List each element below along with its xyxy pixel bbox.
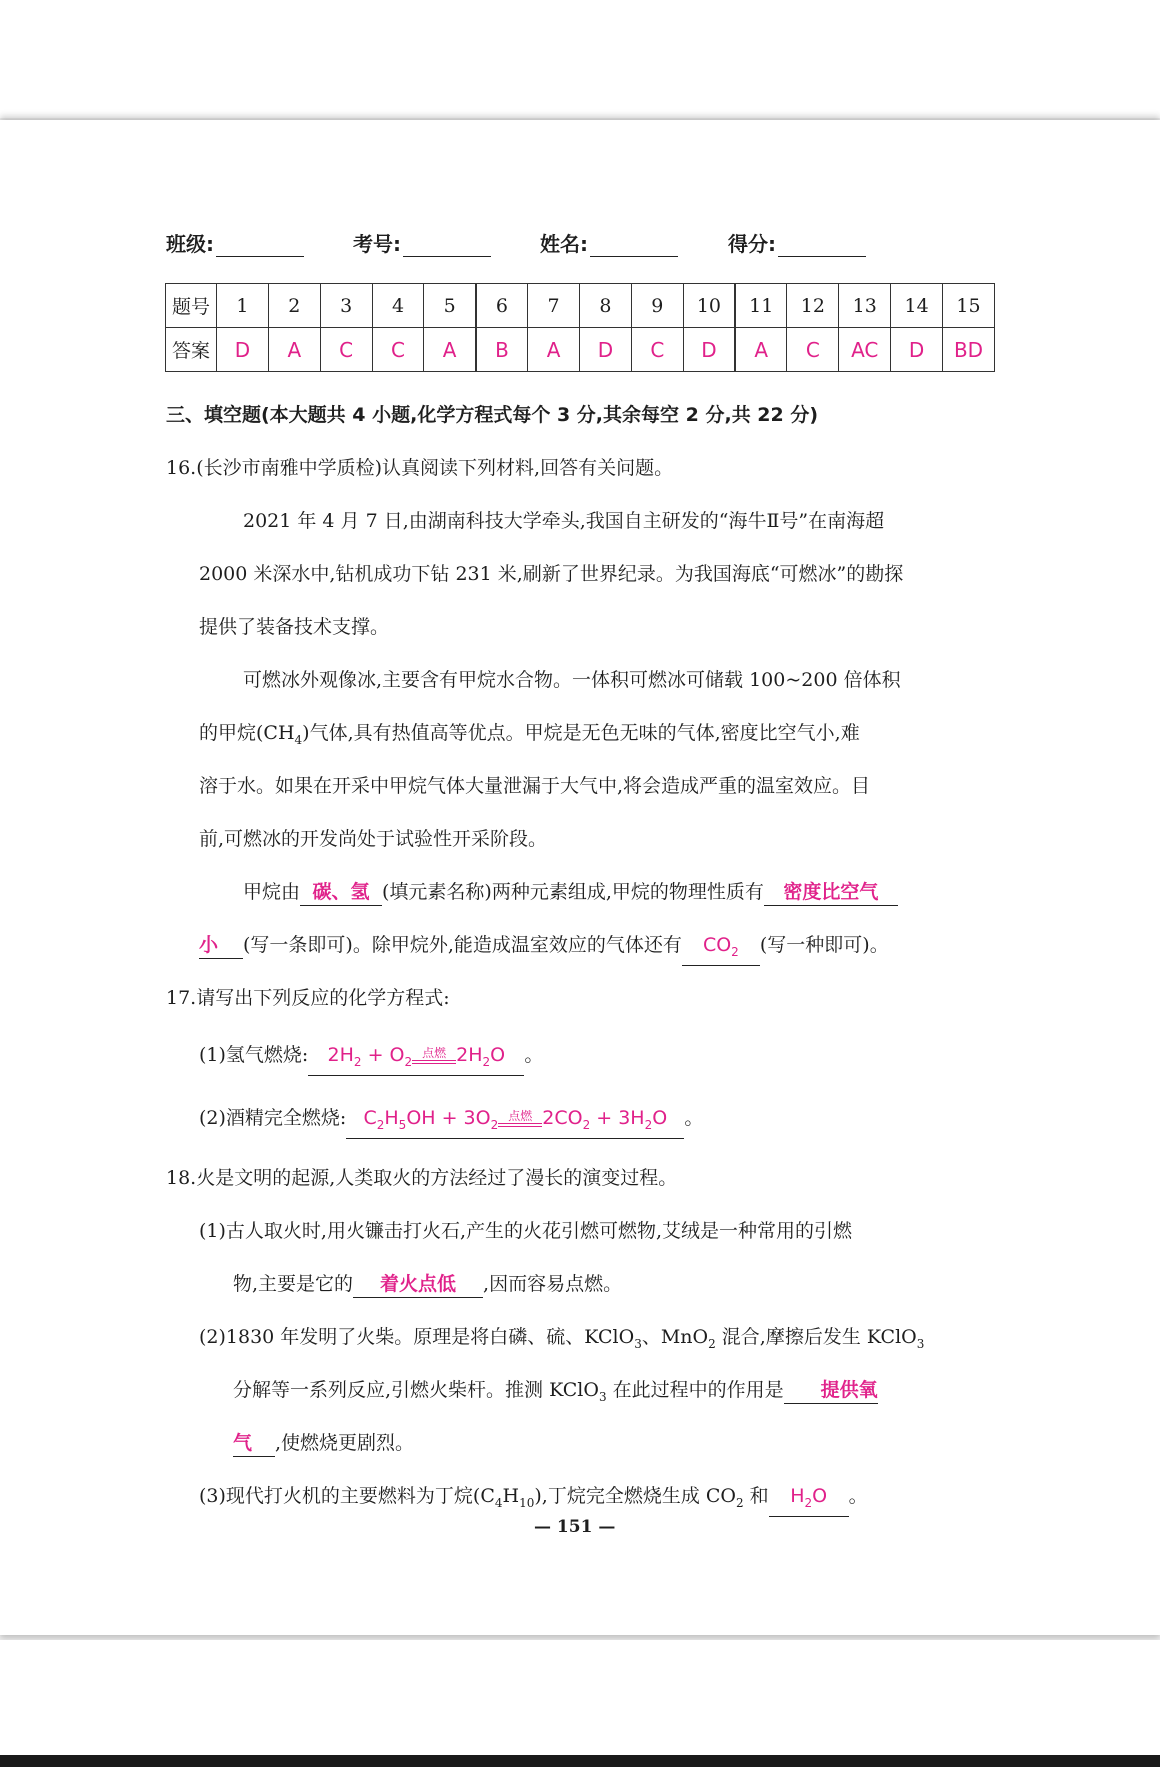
- q16-para2-line4: 前,可燃冰的开发尚处于试验性开采阶段。: [199, 828, 548, 850]
- q17-intro: 17.请写出下列反应的化学方程式:: [166, 987, 450, 1009]
- screen-bottom-bar: [0, 1755, 1160, 1767]
- q18-answer-ignition: 着火点低: [353, 1271, 483, 1298]
- q17-equation-hydrogen: $2H_2 + O_2$ 点燃 $2H_2O$: [308, 1042, 524, 1076]
- q16-question-line1: 甲烷由 碳、氢 (填元素名称)两种元素组成,甲烷的物理性质有 密度比空气: [243, 877, 898, 906]
- q18-sub3: (3)现代打火机的主要燃料为丁烷$(C_4H_{10})$,丁烷完全燃烧生成 $CO_2$ 和 $H_2O$ 。: [199, 1481, 868, 1517]
- table-cell: 9: [631, 284, 683, 328]
- answer-cell: D: [891, 328, 943, 372]
- section-3-title: 三、填空题(本大题共 4 小题,化学方程式每个 3 分,其余每空 2 分,共 22 分): [166, 404, 819, 426]
- q18-answer-role-cont: 气: [233, 1430, 275, 1457]
- row-header-number: 题号: [166, 284, 217, 328]
- q17-equation-alcohol: $C_2H_5OH + 3O_2$ 点燃 $2CO_2 + 3H_2O$: [346, 1105, 684, 1139]
- answer-cell: C: [372, 328, 424, 372]
- question-number-row: [166, 284, 995, 328]
- answer-cell: C: [787, 328, 839, 372]
- q16-para1-line1: 2021 年 4 月 7 日,由湖南科技大学牵头,我国自主研发的“海牛Ⅱ号”在南海超: [243, 510, 885, 532]
- answer-cell: BD: [943, 328, 995, 372]
- q18-sub2-line3: 气 ,使燃烧更剧烈。: [233, 1428, 414, 1457]
- answer-cell: A: [268, 328, 320, 372]
- score-field: 得分:: [728, 228, 866, 257]
- table-cell: 13: [839, 284, 891, 328]
- bottom-margin: [0, 1640, 1160, 1755]
- table-cell: 11: [735, 284, 787, 328]
- q18-sub1-line1: (1)古人取火时,用火镰击打火石,产生的火花引燃可燃物,艾绒是一种常用的引燃: [199, 1220, 853, 1242]
- q18-intro: 18.火是文明的起源,人类取火的方法经过了漫长的演变过程。: [166, 1167, 678, 1189]
- table-cell: 15: [943, 284, 995, 328]
- table-cell: 7: [528, 284, 580, 328]
- answer-cell: D: [217, 328, 269, 372]
- answer-cell: C: [320, 328, 372, 372]
- name-field: 姓名:: [540, 228, 678, 257]
- class-field: 班级:: [166, 228, 304, 257]
- answer-cell: A: [735, 328, 787, 372]
- q16-para1-line2: 2000 米深水中,钻机成功下钻 231 米,刷新了世界纪录。为我国海底“可燃冰”的勘探: [199, 563, 904, 585]
- answer-cell: D: [580, 328, 632, 372]
- exam-number-field: 考号:: [353, 228, 491, 257]
- reaction-condition-arrow: 点燃: [498, 1110, 542, 1127]
- reaction-condition-arrow: 点燃: [412, 1047, 456, 1064]
- answer-row: [166, 328, 995, 372]
- q16-para2-line1: 可燃冰外观像冰,主要含有甲烷水合物。一体积可燃冰可储载 100~200 倍体积: [243, 669, 901, 691]
- table-cell: 14: [891, 284, 943, 328]
- answer-cell: C: [631, 328, 683, 372]
- q16-intro: 16.(长沙市南雅中学质检)认真阅读下列材料,回答有关问题。: [166, 457, 674, 479]
- q16-answer-property-cont: 小: [199, 932, 243, 959]
- q18-answer-product: $H_2O$: [769, 1483, 849, 1517]
- table-cell: 1: [217, 284, 269, 328]
- q17-sub2: (2)酒精完全燃烧: $C_2H_5OH + 3O_2$ 点燃 $2CO_2 + 3H_2O$ 。: [199, 1103, 703, 1139]
- q18-sub1-line2: 物,主要是它的 着火点低 ,因而容易点燃。: [233, 1269, 622, 1298]
- q16-para2-line3: 溶于水。如果在开采中甲烷气体大量泄漏于大气中,将会造成严重的温室效应。目: [199, 775, 871, 797]
- table-cell: 10: [683, 284, 735, 328]
- exam-number-blank: [403, 234, 491, 257]
- answer-cell: A: [528, 328, 580, 372]
- q17-sub1: (1)氢气燃烧: $2H_2 + O_2$ 点燃 $2H_2O$ 。: [199, 1040, 543, 1076]
- row-header-answer: 答案: [166, 328, 217, 372]
- table-cell: 2: [268, 284, 320, 328]
- q16-answer-gas: $CO_2$: [682, 932, 760, 966]
- q18-sub2-line2: 分解等一系列反应,引燃火柴杆。推测 KClO$_3$ 在此过程中的作用是 提供氧: [233, 1379, 878, 1404]
- q18-answer-role: 提供氧: [784, 1377, 878, 1404]
- answer-cell: B: [476, 328, 528, 372]
- q16-para1-line3: 提供了装备技术支撑。: [199, 616, 390, 638]
- name-blank: [590, 234, 678, 257]
- worksheet-page: [0, 120, 1160, 1635]
- class-blank: [216, 234, 304, 257]
- answer-cell: D: [683, 328, 735, 372]
- answer-table: [165, 283, 995, 372]
- top-margin: [0, 0, 1160, 118]
- q16-para2-line2: 的甲烷$(CH_4)$气体,具有热值高等优点。甲烷是无色无味的气体,密度比空气小,难: [199, 722, 860, 747]
- table-cell: 4: [372, 284, 424, 328]
- q18-sub2-line1: (2)1830 年发明了火柴。原理是将白磷、硫、KClO$_3$、MnO$_2$ 混合,摩擦后发生 KClO$_3$: [199, 1326, 925, 1351]
- table-cell: 5: [424, 284, 476, 328]
- q16-answer-elements: 碳、氢: [300, 879, 382, 906]
- score-blank: [778, 234, 866, 257]
- table-cell: 8: [580, 284, 632, 328]
- q16-answer-property: 密度比空气: [764, 879, 898, 906]
- answer-cell: A: [424, 328, 476, 372]
- q16-question-line2: 小 (写一条即可)。除甲烷外,能造成温室效应的气体还有 $CO_2$ (写一种即可)。: [199, 930, 889, 966]
- page-number: — 151 —: [534, 1517, 616, 1537]
- table-cell: 12: [787, 284, 839, 328]
- table-cell: 3: [320, 284, 372, 328]
- answer-cell: AC: [839, 328, 891, 372]
- table-cell: 6: [476, 284, 528, 328]
